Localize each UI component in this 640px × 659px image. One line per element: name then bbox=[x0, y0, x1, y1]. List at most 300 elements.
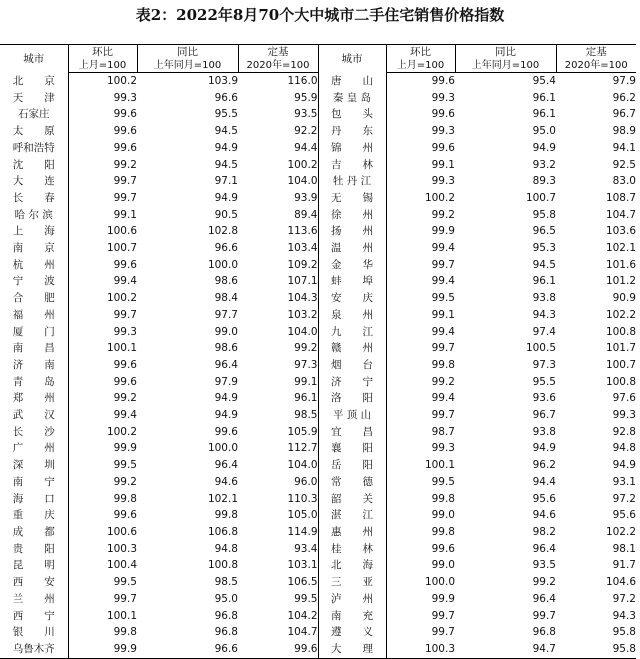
mom-value-left: 100.7 bbox=[106, 242, 137, 255]
yoy-value-left: 98.6 bbox=[214, 275, 238, 288]
base-value-right: 99.3 bbox=[612, 409, 636, 422]
mom-subheader-right: 上月=100 bbox=[386, 59, 455, 73]
table-row bbox=[0, 574, 636, 591]
table-row bbox=[0, 140, 636, 157]
city-header-left: 城市 bbox=[0, 45, 68, 73]
yoy-value-right: 94.7 bbox=[455, 641, 556, 658]
yoy-value-right: 95.4 bbox=[532, 75, 556, 87]
base-value-left: 99.2 bbox=[238, 340, 318, 357]
mom-value-right: 99.3 bbox=[431, 91, 455, 104]
yoy-value-left: 95.0 bbox=[214, 592, 238, 605]
base-value-right: 97.2 bbox=[612, 492, 636, 505]
table-row bbox=[0, 357, 636, 374]
mom-value-right: 99.6 bbox=[431, 75, 455, 87]
yoy-value-left: 95.5 bbox=[214, 108, 238, 121]
mom-value-right: 99.0 bbox=[431, 509, 455, 522]
yoy-value-right: 93.6 bbox=[532, 392, 556, 405]
mom-value-left: 99.6 bbox=[113, 509, 137, 522]
city-name-left: 银 川 bbox=[0, 624, 68, 641]
base-header-right: 定基 bbox=[556, 45, 636, 60]
city-name-left: 青 岛 bbox=[0, 374, 68, 391]
yoy-value-right: 94.3 bbox=[532, 308, 556, 321]
city-name-left: 海 口 bbox=[0, 491, 68, 508]
mom-value-left: 100.1 bbox=[106, 609, 137, 622]
base-value-right: 102.1 bbox=[605, 242, 636, 255]
mom-value-left: 100.6 bbox=[106, 225, 137, 238]
yoy-value-left: 94.5 bbox=[214, 158, 238, 171]
city-name-left: 大 连 bbox=[0, 173, 68, 190]
yoy-value-right: 95.8 bbox=[532, 208, 556, 221]
city-name-right: 三 亚 bbox=[318, 574, 386, 591]
city-name-left: 兰 州 bbox=[0, 591, 68, 608]
mom-value-left: 99.3 bbox=[113, 91, 137, 104]
yoy-value-left: 96.4 bbox=[214, 459, 238, 472]
city-name-left: 北 京 bbox=[0, 73, 68, 90]
city-name-right: 唐 山 bbox=[318, 73, 386, 90]
base-value-right: 94.9 bbox=[612, 459, 636, 472]
base-value-left: 104.3 bbox=[238, 290, 318, 307]
mom-value-left: 99.3 bbox=[113, 325, 137, 338]
mom-value-right: 100.1 bbox=[424, 459, 455, 472]
city-name-left: 宁 波 bbox=[0, 273, 68, 290]
yoy-value-right: 93.2 bbox=[532, 158, 556, 171]
base-value-right: 101.7 bbox=[605, 342, 636, 355]
mom-value-left: 99.4 bbox=[113, 275, 137, 288]
yoy-value-right: 96.1 bbox=[532, 275, 556, 288]
yoy-value-right: 100.7 bbox=[525, 191, 556, 204]
mom-value-left: 99.1 bbox=[113, 208, 137, 221]
mom-value-left: 100.6 bbox=[106, 525, 137, 538]
mom-value-left: 99.2 bbox=[113, 475, 137, 488]
mom-value-left: 99.8 bbox=[113, 492, 137, 505]
table-title: 表2：2022年8月70个大中城市二手住宅销售价格指数 bbox=[135, 6, 505, 24]
mom-value-right: 99.3 bbox=[431, 175, 455, 188]
table-row bbox=[0, 474, 636, 491]
city-name-left: 厦 门 bbox=[0, 324, 68, 341]
mom-value-left: 99.8 bbox=[113, 626, 137, 639]
city-name-right: 牡 丹 江 bbox=[318, 173, 386, 190]
city-name-right: 济 宁 bbox=[318, 374, 386, 391]
base-value-right: 101.6 bbox=[605, 258, 636, 271]
city-name-left: 昆 明 bbox=[0, 557, 68, 574]
city-name-right: 吉 林 bbox=[318, 157, 386, 174]
city-name-right: 泸 州 bbox=[318, 591, 386, 608]
mom-value-left: 99.7 bbox=[113, 175, 137, 188]
city-name-right: 秦 皇 岛 bbox=[318, 90, 386, 107]
mom-value-left: 99.4 bbox=[113, 409, 137, 422]
city-name-left: 长 春 bbox=[0, 190, 68, 207]
mom-value-right: 98.7 bbox=[431, 425, 455, 438]
city-name-right: 安 庆 bbox=[318, 290, 386, 307]
city-name-left: 贵 阳 bbox=[0, 541, 68, 558]
table-row bbox=[0, 190, 636, 207]
table-row bbox=[0, 106, 636, 123]
mom-value-right: 99.2 bbox=[431, 208, 455, 221]
table-row bbox=[0, 541, 636, 558]
mom-value-left: 99.5 bbox=[113, 459, 137, 472]
base-value-right: 92.8 bbox=[612, 425, 636, 438]
city-header-right: 城市 bbox=[318, 45, 386, 73]
table-row bbox=[0, 324, 636, 341]
yoy-value-left: 94.6 bbox=[214, 475, 238, 488]
city-name-left: 上 海 bbox=[0, 223, 68, 240]
yoy-value-left: 98.4 bbox=[214, 292, 238, 305]
city-name-right: 丹 东 bbox=[318, 123, 386, 140]
yoy-value-left: 98.6 bbox=[214, 342, 238, 355]
mom-value-right: 99.6 bbox=[431, 141, 455, 154]
base-value-left: 89.4 bbox=[238, 207, 318, 224]
table-row bbox=[0, 557, 636, 574]
mom-value-right: 99.9 bbox=[431, 592, 455, 605]
city-name-right: 常 德 bbox=[318, 474, 386, 491]
city-name-left: 西 宁 bbox=[0, 608, 68, 625]
table-row bbox=[0, 290, 636, 307]
price-index-table bbox=[0, 44, 636, 659]
base-value-right: 95.8 bbox=[556, 641, 636, 658]
yoy-value-left: 103.9 bbox=[207, 75, 238, 87]
base-value-left: 109.2 bbox=[238, 257, 318, 274]
city-name-right: 温 州 bbox=[318, 240, 386, 257]
yoy-value-left: 94.8 bbox=[214, 542, 238, 555]
yoy-value-left: 94.9 bbox=[214, 191, 238, 204]
mom-value-left: 99.6 bbox=[113, 258, 137, 271]
base-value-right: 98.1 bbox=[612, 542, 636, 555]
base-value-right: 97.9 bbox=[612, 75, 636, 87]
mom-value-right: 99.4 bbox=[431, 325, 455, 338]
yoy-value-right: 96.7 bbox=[532, 409, 556, 422]
yoy-header-right: 同比 bbox=[455, 45, 556, 60]
city-name-left: 长 沙 bbox=[0, 424, 68, 441]
mom-value-right: 100.0 bbox=[424, 576, 455, 589]
city-name-right: 蚌 埠 bbox=[318, 273, 386, 290]
base-value-right: 98.9 bbox=[612, 125, 636, 138]
yoy-value-left: 97.9 bbox=[214, 375, 238, 388]
table-row bbox=[0, 374, 636, 391]
mom-header-left: 环比 bbox=[68, 45, 137, 60]
base-value-left: 99.5 bbox=[238, 591, 318, 608]
base-value-left: 95.9 bbox=[238, 90, 318, 107]
yoy-value-right: 98.2 bbox=[532, 525, 556, 538]
city-name-right: 烟 台 bbox=[318, 357, 386, 374]
yoy-subheader-left: 上年同月=100 bbox=[137, 59, 238, 73]
mom-value-right: 99.5 bbox=[431, 475, 455, 488]
yoy-value-right: 95.3 bbox=[532, 242, 556, 255]
base-value-right: 103.6 bbox=[605, 225, 636, 238]
base-value-right: 94.3 bbox=[612, 609, 636, 622]
table-row bbox=[0, 273, 636, 290]
city-name-left: 重 庆 bbox=[0, 507, 68, 524]
yoy-value-right: 95.6 bbox=[532, 492, 556, 505]
city-name-right: 桂 林 bbox=[318, 541, 386, 558]
city-name-left: 南 昌 bbox=[0, 340, 68, 357]
base-value-right: 91.7 bbox=[612, 559, 636, 572]
base-value-left: 110.3 bbox=[238, 491, 318, 508]
base-value-left: 103.4 bbox=[238, 240, 318, 257]
base-value-right: 97.2 bbox=[612, 592, 636, 605]
city-name-right: 北 海 bbox=[318, 557, 386, 574]
table-row bbox=[0, 608, 636, 625]
table-row bbox=[0, 507, 636, 524]
yoy-value-left: 106.8 bbox=[207, 525, 238, 538]
yoy-value-right: 96.5 bbox=[532, 225, 556, 238]
city-name-right: 宜 昌 bbox=[318, 424, 386, 441]
city-name-left: 济 南 bbox=[0, 357, 68, 374]
mom-value-left: 99.2 bbox=[113, 158, 137, 171]
city-name-left: 呼和浩特 bbox=[0, 140, 68, 157]
mom-value-right: 99.7 bbox=[431, 342, 455, 355]
mom-value-left: 100.4 bbox=[106, 559, 137, 572]
table-row bbox=[0, 207, 636, 224]
city-name-right: 包 头 bbox=[318, 106, 386, 123]
mom-value-right: 100.2 bbox=[424, 191, 455, 204]
base-value-left: 104.0 bbox=[238, 457, 318, 474]
table-header bbox=[0, 45, 636, 73]
city-name-right: 襄 阳 bbox=[318, 440, 386, 457]
yoy-value-left: 90.5 bbox=[214, 208, 238, 221]
base-value-left: 103.1 bbox=[238, 557, 318, 574]
base-value-left: 93.9 bbox=[238, 190, 318, 207]
mom-value-right: 99.7 bbox=[431, 258, 455, 271]
mom-value-left: 99.6 bbox=[113, 108, 137, 121]
base-value-right: 104.7 bbox=[605, 208, 636, 221]
mom-value-right: 99.1 bbox=[431, 308, 455, 321]
mom-value-left: 99.6 bbox=[113, 375, 137, 388]
base-value-left: 96.1 bbox=[238, 390, 318, 407]
base-value-right: 94.1 bbox=[612, 141, 636, 154]
mom-value-left: 99.7 bbox=[113, 308, 137, 321]
city-name-left: 乌鲁木齐 bbox=[0, 641, 68, 658]
base-value-right: 96.7 bbox=[612, 108, 636, 121]
mom-subheader-left: 上月=100 bbox=[68, 59, 137, 73]
mom-value-left: 100.2 bbox=[106, 425, 137, 438]
table-row bbox=[0, 73, 636, 90]
base-value-left: 104.7 bbox=[238, 624, 318, 641]
table-row bbox=[0, 157, 636, 174]
mom-value-right: 99.8 bbox=[431, 492, 455, 505]
city-name-right: 无 锡 bbox=[318, 190, 386, 207]
city-name-left: 南 宁 bbox=[0, 474, 68, 491]
mom-value-right: 99.6 bbox=[431, 542, 455, 555]
city-name-right: 锦 州 bbox=[318, 140, 386, 157]
table-row bbox=[0, 424, 636, 441]
table-row bbox=[0, 624, 636, 641]
yoy-value-right: 96.1 bbox=[532, 108, 556, 121]
city-name-left: 西 安 bbox=[0, 574, 68, 591]
base-header-left: 定基 bbox=[238, 45, 318, 60]
mom-value-left: 99.6 bbox=[113, 358, 137, 371]
yoy-value-left: 99.0 bbox=[214, 325, 238, 338]
base-value-right: 104.6 bbox=[605, 576, 636, 589]
base-value-right: 83.0 bbox=[612, 175, 636, 188]
yoy-value-right: 96.4 bbox=[532, 592, 556, 605]
mom-value-left: 99.5 bbox=[113, 576, 137, 589]
table-body bbox=[0, 73, 636, 659]
base-value-left: 104.0 bbox=[238, 173, 318, 190]
table-row bbox=[0, 257, 636, 274]
city-name-right: 惠 州 bbox=[318, 524, 386, 541]
table-row bbox=[0, 123, 636, 140]
table-row bbox=[0, 307, 636, 324]
table-row bbox=[0, 223, 636, 240]
yoy-value-right: 94.6 bbox=[532, 509, 556, 522]
base-value-right: 100.8 bbox=[605, 325, 636, 338]
city-name-right: 赣 州 bbox=[318, 340, 386, 357]
base-value-right: 95.6 bbox=[612, 509, 636, 522]
city-name-right: 泉 州 bbox=[318, 307, 386, 324]
city-name-right: 平 顶 山 bbox=[318, 407, 386, 424]
base-value-left: 96.0 bbox=[238, 474, 318, 491]
yoy-value-left: 99.6 bbox=[214, 425, 238, 438]
mom-value-left: 99.9 bbox=[113, 442, 137, 455]
base-value-left: 112.7 bbox=[238, 440, 318, 457]
city-name-right: 遵 义 bbox=[318, 624, 386, 641]
mom-value-left: 100.3 bbox=[106, 542, 137, 555]
yoy-value-left: 102.8 bbox=[207, 225, 238, 238]
city-name-left: 成 都 bbox=[0, 524, 68, 541]
yoy-value-left: 94.9 bbox=[214, 409, 238, 422]
mom-value-right: 99.7 bbox=[431, 626, 455, 639]
base-value-left: 107.1 bbox=[238, 273, 318, 290]
table-row bbox=[0, 240, 636, 257]
city-name-left: 石家庄 bbox=[0, 106, 68, 123]
mom-value-left: 99.6 bbox=[113, 141, 137, 154]
yoy-value-left: 96.4 bbox=[214, 358, 238, 371]
yoy-value-right: 94.9 bbox=[532, 141, 556, 154]
base-value-right: 108.7 bbox=[605, 191, 636, 204]
yoy-value-left: 94.9 bbox=[214, 392, 238, 405]
yoy-value-right: 100.5 bbox=[525, 342, 556, 355]
base-value-right: 100.8 bbox=[605, 375, 636, 388]
yoy-value-left: 96.8 bbox=[214, 609, 238, 622]
yoy-value-left: 97.7 bbox=[214, 308, 238, 321]
city-name-right: 九 江 bbox=[318, 324, 386, 341]
base-value-left: 99.6 bbox=[238, 641, 318, 658]
base-value-left: 97.3 bbox=[238, 357, 318, 374]
yoy-value-right: 95.0 bbox=[532, 125, 556, 138]
yoy-value-right: 93.8 bbox=[532, 425, 556, 438]
yoy-value-left: 99.8 bbox=[214, 509, 238, 522]
city-name-right: 大 理 bbox=[318, 641, 386, 658]
mom-value-left: 99.7 bbox=[113, 191, 137, 204]
mom-value-right: 99.7 bbox=[431, 409, 455, 422]
yoy-value-right: 93.8 bbox=[532, 292, 556, 305]
base-value-left: 93.5 bbox=[238, 106, 318, 123]
yoy-value-left: 102.1 bbox=[207, 492, 238, 505]
mom-value-right: 99.1 bbox=[431, 158, 455, 171]
base-value-right: 100.7 bbox=[605, 358, 636, 371]
base-value-left: 92.2 bbox=[238, 123, 318, 140]
yoy-value-right: 89.3 bbox=[532, 175, 556, 188]
city-name-left: 南 京 bbox=[0, 240, 68, 257]
base-value-left: 94.4 bbox=[238, 140, 318, 157]
yoy-value-left: 96.6 bbox=[214, 91, 238, 104]
table-row bbox=[0, 491, 636, 508]
table-row bbox=[0, 641, 636, 658]
mom-value-right: 99.8 bbox=[431, 358, 455, 371]
base-value-left: 105.0 bbox=[238, 507, 318, 524]
yoy-header-left: 同比 bbox=[137, 45, 238, 60]
yoy-value-right: 96.1 bbox=[532, 91, 556, 104]
mom-value-right: 99.3 bbox=[431, 125, 455, 138]
base-value-right: 90.9 bbox=[612, 292, 636, 305]
mom-value-left: 100.1 bbox=[106, 342, 137, 355]
base-value-left: 105.9 bbox=[238, 424, 318, 441]
base-subheader-left: 2020年=100 bbox=[238, 59, 318, 73]
base-value-right: 101.2 bbox=[605, 275, 636, 288]
yoy-value-left: 97.1 bbox=[214, 175, 238, 188]
city-name-left: 沈 阳 bbox=[0, 157, 68, 174]
yoy-value-left: 100.0 bbox=[207, 258, 238, 271]
mom-value-left: 100.2 bbox=[106, 75, 137, 87]
base-value-right: 95.8 bbox=[612, 626, 636, 639]
yoy-value-left: 100.0 bbox=[207, 442, 238, 455]
city-name-right: 扬 州 bbox=[318, 223, 386, 240]
mom-value-right: 99.7 bbox=[431, 609, 455, 622]
city-name-right: 南 充 bbox=[318, 608, 386, 625]
city-name-right: 徐 州 bbox=[318, 207, 386, 224]
yoy-value-right: 99.7 bbox=[532, 609, 556, 622]
mom-value-right: 99.6 bbox=[431, 108, 455, 121]
base-value-left: 100.2 bbox=[238, 157, 318, 174]
mom-value-left: 99.2 bbox=[113, 392, 137, 405]
city-name-right: 韶 关 bbox=[318, 491, 386, 508]
base-value-left: 116.0 bbox=[238, 73, 318, 90]
city-name-right: 岳 阳 bbox=[318, 457, 386, 474]
mom-value-right: 99.3 bbox=[431, 442, 455, 455]
yoy-value-left: 94.5 bbox=[214, 125, 238, 138]
base-value-left: 99.1 bbox=[238, 374, 318, 391]
city-name-right: 金 华 bbox=[318, 257, 386, 274]
mom-value-right: 99.9 bbox=[431, 225, 455, 238]
base-value-right: 102.2 bbox=[605, 525, 636, 538]
mom-value-left: 100.2 bbox=[106, 292, 137, 305]
table-row bbox=[0, 591, 636, 608]
base-value-left: 104.0 bbox=[238, 324, 318, 341]
table-row bbox=[0, 340, 636, 357]
yoy-value-right: 96.2 bbox=[532, 459, 556, 472]
city-name-right: 湛 江 bbox=[318, 507, 386, 524]
mom-value-right: 99.4 bbox=[431, 242, 455, 255]
base-value-right: 102.2 bbox=[605, 308, 636, 321]
table-row bbox=[0, 524, 636, 541]
base-value-left: 93.4 bbox=[238, 541, 318, 558]
city-name-left: 郑 州 bbox=[0, 390, 68, 407]
yoy-value-right: 96.4 bbox=[532, 542, 556, 555]
table-row bbox=[0, 457, 636, 474]
yoy-value-right: 93.5 bbox=[532, 559, 556, 572]
base-value-left: 113.6 bbox=[238, 223, 318, 240]
yoy-subheader-right: 上年同月=100 bbox=[455, 59, 556, 73]
table-row bbox=[0, 90, 636, 107]
city-name-left: 哈 尔 滨 bbox=[0, 207, 68, 224]
yoy-value-right: 95.5 bbox=[532, 375, 556, 388]
base-value-left: 98.5 bbox=[238, 407, 318, 424]
yoy-value-left: 96.8 bbox=[214, 626, 238, 639]
table-row bbox=[0, 407, 636, 424]
yoy-value-left: 98.5 bbox=[214, 576, 238, 589]
yoy-value-right: 97.4 bbox=[532, 325, 556, 338]
mom-value-left: 99.6 bbox=[113, 125, 137, 138]
yoy-value-right: 94.9 bbox=[532, 442, 556, 455]
mom-value-left: 99.7 bbox=[113, 592, 137, 605]
city-name-left: 天 津 bbox=[0, 90, 68, 107]
base-value-right: 92.5 bbox=[612, 158, 636, 171]
city-name-left: 合 肥 bbox=[0, 290, 68, 307]
city-name-right: 洛 阳 bbox=[318, 390, 386, 407]
table-row bbox=[0, 440, 636, 457]
mom-value-right: 99.4 bbox=[431, 392, 455, 405]
yoy-value-right: 94.5 bbox=[532, 258, 556, 271]
